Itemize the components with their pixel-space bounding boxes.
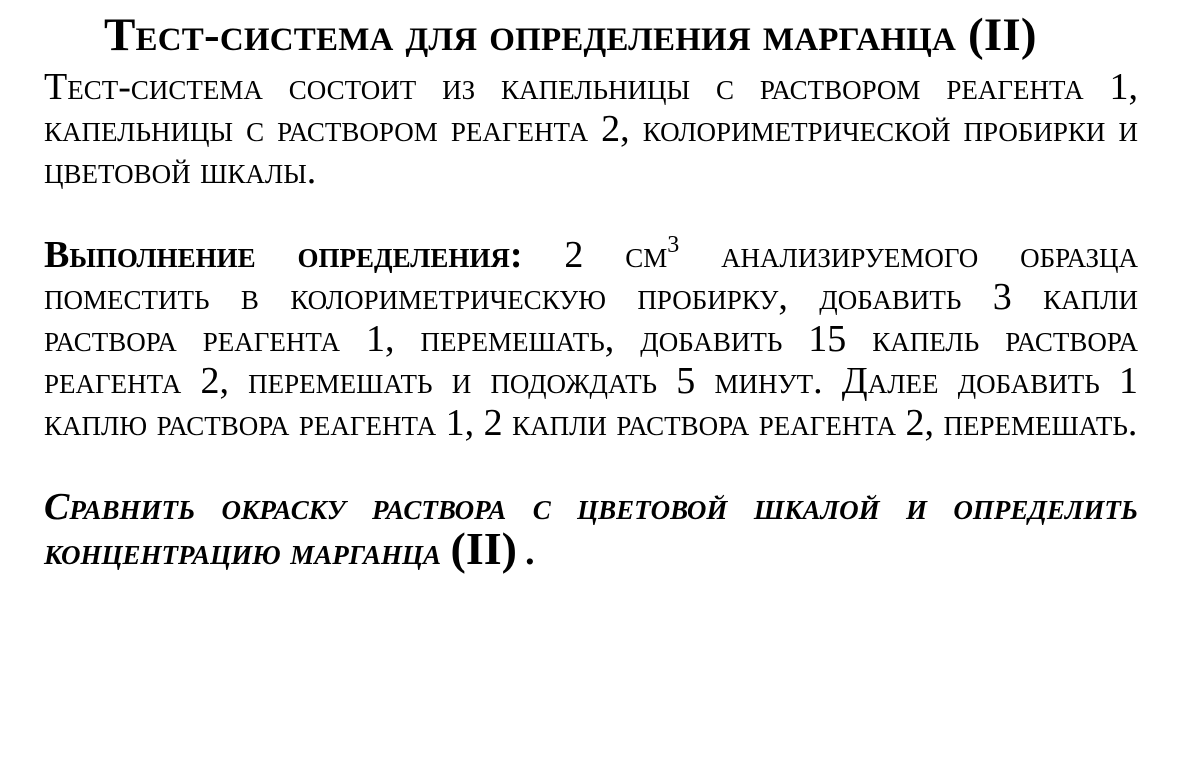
- volume-superscript: 3: [667, 232, 680, 258]
- procedure-label: Выполнение определения:: [44, 234, 523, 276]
- document-title: Тест-система для определения марганца (II): [104, 9, 1037, 61]
- conclusion-paragraph: [44, 486, 1138, 573]
- conclusion-end: .: [526, 531, 536, 573]
- procedure-paragraph: [44, 234, 1138, 444]
- conclusion-ion: (II): [450, 523, 517, 574]
- conclusion-text: Сравнить окраску раствора с цветовой шкалой и определить концентрацию марганца: [44, 486, 1138, 573]
- procedure-text: анализируемого образца поместить в колориметрическую пробирку, добавить 3 капли раствора реагента 1, перемешать, добавить 15 капель раствора реагента 2, перемешать и подождать 5 минут. Далее добавить 1 каплю раствора реагента 1, 2 капли раствора реагента 2, перемешать.: [44, 234, 1139, 444]
- intro-paragraph: Тест-система состоит из капельницы с раствором реагента 1, капельницы с раствором реагента 2, колориметрической пробирки и цветовой шкалы.: [44, 66, 1138, 192]
- document-page: [44, 6, 1138, 573]
- procedure-volume: 2 см: [564, 234, 668, 276]
